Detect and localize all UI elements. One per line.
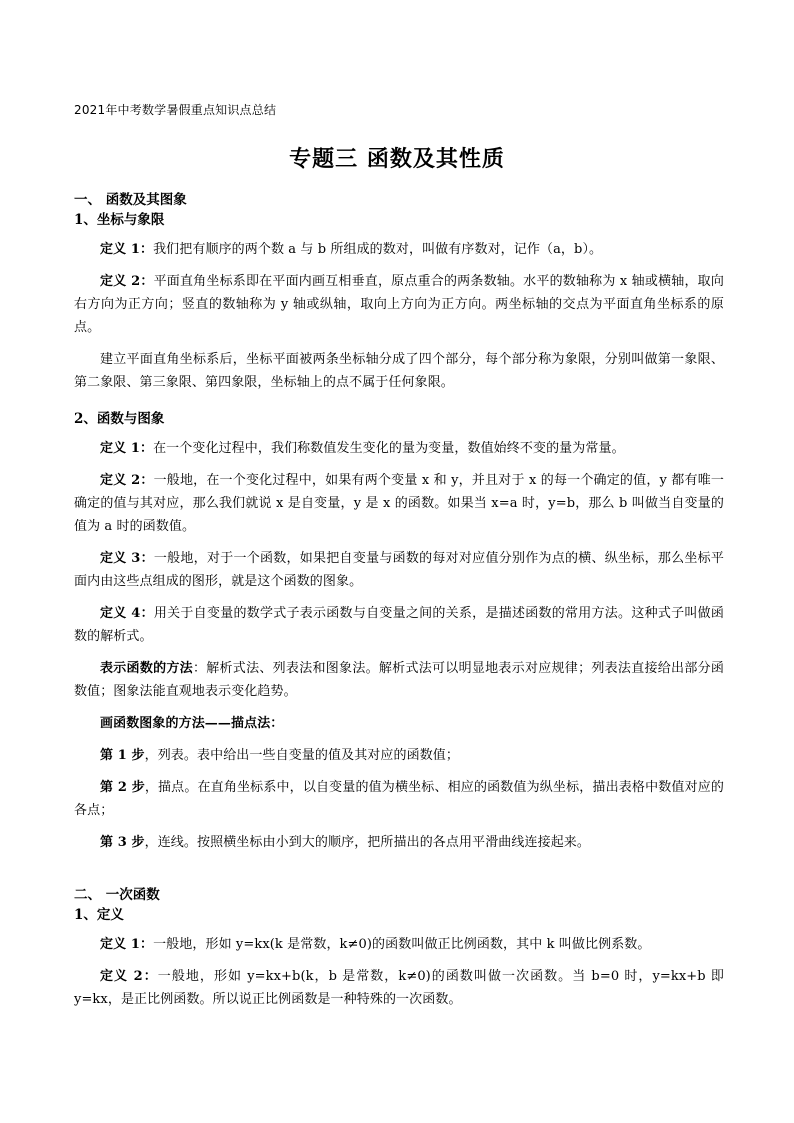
paragraph-definition: [74, 933, 724, 956]
header-note: 2021年中考数学暑假重点知识点总结: [74, 103, 277, 117]
paragraph-definition: [74, 270, 724, 339]
section-heading-linear-functions: 二、 一次函数: [74, 887, 160, 903]
step-text: ，连线。按照横坐标由小到大的顺序，把所描出的各点用平滑曲线连接起来。: [144, 835, 591, 850]
definition-text: 用关于自变量的数学式子表示函数与自变量之间的关系，是描述函数的常用方法。这种式子叫做函数的解析式。: [74, 606, 724, 644]
paragraph-definition: [74, 238, 724, 261]
paragraph-definition: [74, 547, 724, 593]
subsection-heading-definition: 1、定义: [74, 907, 124, 923]
definition-text: 一般地，在一个变化过程中，如果有两个变量 x 和 y，并且对于 x 的每一个确定的值，y 都有唯一确定的值与其对应，那么我们就说 x 是自变量，y 是 x 的函数。如果当 x=a 时，y=b，那么 b 叫做当自变量的值为 a 时的函数值。: [74, 473, 724, 534]
paragraph-definition: [74, 602, 724, 648]
step-text: ，描点。在直角坐标系中，以自变量的值为横坐标、相应的函数值为纵坐标，描出表格中数值对应的各点；: [74, 780, 724, 818]
subsection-heading-functions: 2、函数与图象: [74, 411, 165, 427]
definition-label: 定义 4：: [100, 606, 154, 621]
definition-label: 定义 2：: [100, 473, 154, 488]
paragraph-methods: [74, 657, 724, 703]
drawing-method-label: 画函数图象的方法——描点法：: [100, 716, 284, 731]
definition-label: 定义 1：: [100, 441, 154, 456]
paragraph-definition: [74, 437, 724, 460]
definition-text: 我们把有顺序的两个数 a 与 b 所组成的数对，叫做有序数对，记作（a，b）。: [153, 242, 603, 257]
definition-label: 定义 3：: [100, 551, 154, 566]
definition-label: 定义 1：: [100, 937, 154, 952]
subsection-heading-coordinates: 1、坐标与象限: [74, 212, 165, 228]
methods-text: ：解析式法、列表法和图象法。解析式法可以明显地表示对应规律；列表法直接给出部分函数值；图象法能直观地表示变化趋势。: [74, 661, 724, 699]
step-label: 第 3 步: [100, 835, 145, 850]
document-body: [74, 190, 724, 1020]
paragraph-definition: [74, 965, 724, 1011]
paragraph-drawing-method: [74, 712, 724, 735]
definition-label: 定义 2：: [100, 969, 158, 984]
paragraph-quadrants: 建立平面直角坐标系后，坐标平面被两条坐标轴分成了四个部分，每个部分称为象限，分别叫做第一象限、第二象限、第三象限、第四象限，坐标轴上的点不属于任何象限。: [74, 352, 724, 390]
section-heading-functions-graphs: 一、 函数及其图象: [74, 192, 187, 208]
methods-label: 表示函数的方法: [100, 661, 193, 676]
step-text: ，列表。表中给出一些自变量的值及其对应的函数值；: [144, 748, 460, 763]
definition-text: 一般地，对于一个函数，如果把自变量与函数的每对对应值分别作为点的横、纵坐标，那么坐标平面内由这些点组成的图形，就是这个函数的图象。: [74, 551, 724, 589]
step-label: 第 1 步: [100, 748, 145, 763]
definition-text: 平面直角坐标系即在平面内画互相垂直，原点重合的两条数轴。水平的数轴称为 x 轴或横轴，取向右方向为正方向；竖直的数轴称为 y 轴或纵轴，取向上方向为正方向。两坐标轴的交点为平面直角坐标系的原点。: [74, 274, 724, 335]
definition-label: 定义 2：: [100, 274, 154, 289]
definition-text: 一般地，形如 y=kx(k 是常数，k≠0)的函数叫做正比例函数，其中 k 叫做比例系数。: [153, 937, 651, 952]
paragraph-step: [74, 744, 724, 767]
step-label: 第 2 步: [100, 780, 145, 795]
definition-label: 定义 1：: [100, 242, 154, 257]
document-title: 专题三 函数及其性质: [289, 146, 505, 172]
paragraph-definition: [74, 469, 724, 538]
definition-text: 一般地，形如 y=kx+b(k，b 是常数，k≠0)的函数叫做一次函数。当 b=0 时，y=kx+b 即 y=kx，是正比例函数。所以说正比例函数是一种特殊的一次函数。: [74, 969, 724, 1007]
definition-text: 在一个变化过程中，我们称数值发生变化的量为变量，数值始终不变的量为常量。: [153, 441, 625, 456]
paragraph-step: [74, 776, 724, 822]
paragraph-step: [74, 831, 724, 854]
